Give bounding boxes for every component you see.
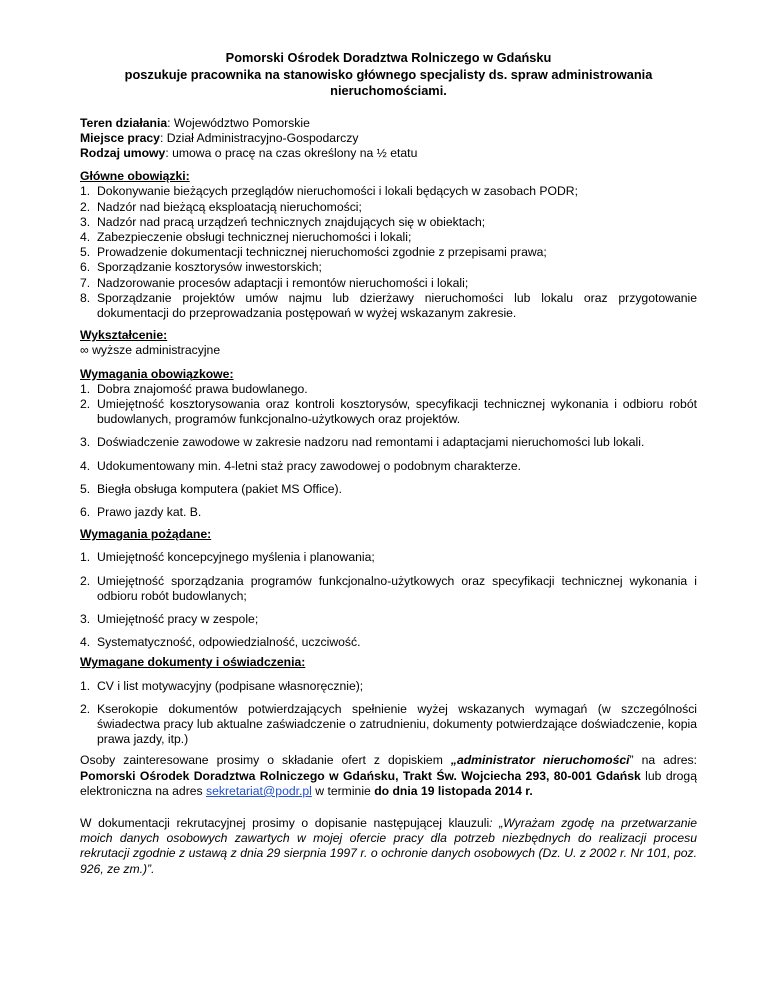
list-item: 4. Udokumentowany min. 4-letni staż pracy zawodowej o podobnym charakterze. xyxy=(80,458,522,473)
list-item: 2. Nadzór nad bieżącą eksploatacją nieruchomości; xyxy=(80,199,362,214)
consent-clause: W dokumentacji rekrutacyjnej prosimy o dopisanie następującej klauzuli: „Wyrażam zgodę na przetwarzanie moich danych osobowych zawartych w mojej ofercie pracy dla potrzeb niezbędnych do realizacji procesu rekrutacji zgodnie z ustawą z dnia 29 sierpnia 1997 r. o ochronie danych osobowych (Dz. U. z 2002 r. Nr 101, poz. 926, ze zm.)”. xyxy=(80,816,698,876)
desired-heading: Wymagania pożądane: xyxy=(80,527,212,542)
list-item: 5. Biegła obsługa komputera (pakiet MS Office). xyxy=(80,481,342,496)
list-item: 6. Sporządzanie kosztorysów inwestorskich; xyxy=(80,260,322,275)
apply-keyword: „administrator nieruchomości xyxy=(450,753,630,768)
list-item: 2. Umiejętność kosztorysowania oraz kontroli kosztorysów, specyfikacji technicznej wykonania i odbioru robót budowlanych, programów funkcjonalno-użytkowych oraz projektów. xyxy=(80,396,697,427)
title-line-3: nieruchomościami. xyxy=(330,83,447,98)
clause-text: : „Wyrażam zgodę na przetwarzanie moich danych osobowych zawartych w mojej ofercie pracy dla potrzeb niezbędnych do realizacji procesu rekrutacji zgodnie z ustawą z dnia 29 sierpnia 1997 r. o ochronie danych osobowych (Dz. U. z 2002 r. Nr 101, poz. 926, ze zm.)”. xyxy=(80,816,698,876)
documents-section xyxy=(80,655,697,747)
infinity-bullet-icon: ∞ xyxy=(80,343,89,358)
duties-section xyxy=(80,169,697,321)
list-item: 1. Dokonywanie bieżących przeglądów nieruchomości i lokali będących w zasobach PODR; xyxy=(80,184,578,199)
place-value: : Dział Administracyjno-Gospodarczy xyxy=(159,130,359,145)
place-label: Miejsce pracy xyxy=(80,130,160,145)
list-item: 2. Umiejętność sporządzania programów funkcjonalno-użytkowych oraz specyfikacji technicznej wykonania i odbioru robót budowlanych; xyxy=(80,573,697,603)
apply-instructions: Osoby zainteresowane prosimy o składanie ofert z dopiskiem „administrator nieruchomości” na adres: Pomorski Ośrodek Doradztwa Rolniczego w Gdańsku, Trakt Św. Wojciecha 293, 80-001 Gdańsk lub drogą elektroniczna na adres sekretariat@podr.pl w terminie do dnia 19 listopada 2014 r. xyxy=(80,753,698,798)
list-item: 5. Prowadzenie dokumentacji technicznej nieruchomości zgodnie z przepisami prawa; xyxy=(80,245,547,260)
required-list xyxy=(80,382,697,520)
list-item: 1. Umiejętność koncepcyjnego myślenia i planowania; xyxy=(80,550,375,565)
email-link[interactable]: sekretariat@podr.pl xyxy=(206,783,312,798)
documents-list xyxy=(80,679,697,748)
area-value: : Województwo Pomorskie xyxy=(167,115,310,130)
list-item: 1. Dobra znajomość prawa budowlanego. xyxy=(80,381,308,396)
desired-section xyxy=(80,527,697,650)
list-item: 3. Nadzór nad pracą urządzeń technicznych znajdujących się w obiektach; xyxy=(80,214,486,229)
apply-deadline: do dnia 19 listopada 2014 r. xyxy=(374,783,533,798)
job-announcement xyxy=(80,50,697,877)
job-info xyxy=(80,116,697,162)
duties-list xyxy=(80,184,697,321)
duties-heading: Główne obowiązki: xyxy=(80,169,190,184)
place-row xyxy=(80,131,697,146)
area-label: Teren działania xyxy=(80,115,168,130)
area-row xyxy=(80,116,697,131)
documents-heading: Wymagane dokumenty i oświadczenia: xyxy=(80,655,306,670)
title-line-1: Pomorski Ośrodek Doradztwa Rolniczego w Gdańsku xyxy=(225,50,552,65)
list-item: 8. Sporządzanie projektów umów najmu lub dzierżawy nieruchomości lub lokalu oraz przygotowanie dokumentacji do przeprowadzania postępowań w wyżej wskazanym zakresie. xyxy=(80,290,697,320)
list-item: 2. Kserokopie dokumentów potwierdzających spełnienie wyżej wskazanych wymagań (w szczególności świadectwa pracy lub aktualne zaświadczenie o zatrudnieniu, dokumenty potwierdzające doświadczenie, kopia prawa jazdy, itp.) xyxy=(80,701,697,747)
list-item: 4. Systematyczność, odpowiedzialność, uczciwość. xyxy=(80,635,361,650)
list-item: 6. Prawo jazdy kat. B. xyxy=(80,504,202,519)
apply-address: Pomorski Ośrodek Doradztwa Rolniczego w Gdańsku, Trakt Św. Wojciecha 293, 80-001 Gdańsk xyxy=(80,768,641,783)
education-heading: Wykształcenie: xyxy=(80,328,168,343)
list-item: 4. Zabezpieczenie obsługi technicznej nieruchomości i lokali; xyxy=(80,229,412,244)
desired-list xyxy=(80,550,697,650)
education-item: ∞ wyższe administracyjne xyxy=(80,343,221,358)
required-heading: Wymagania obowiązkowe: xyxy=(80,366,234,381)
announcement-title xyxy=(80,50,697,100)
title-line-2: poszukuje pracownika na stanowisko głównego specjalisty ds. spraw administrowania xyxy=(124,66,653,82)
contract-value: : umowa o pracę na czas określony na ½ etatu xyxy=(165,145,418,160)
list-item: 7. Nadzorowanie procesów adaptacji i remontów nieruchomości i lokali; xyxy=(80,275,469,290)
contract-label: Rodzaj umowy xyxy=(80,145,166,160)
contract-row xyxy=(80,146,697,161)
list-item: 3. Umiejętność pracy w zespole; xyxy=(80,611,259,626)
list-item: 1. CV i list motywacyjny (podpisane własnoręcznie); xyxy=(80,678,364,693)
required-section xyxy=(80,367,697,521)
education-section xyxy=(80,328,697,358)
list-item: 3. Doświadczenie zawodowe w zakresie nadzoru nad remontami i adaptacjami nieruchomości lub lokali. xyxy=(80,435,645,450)
